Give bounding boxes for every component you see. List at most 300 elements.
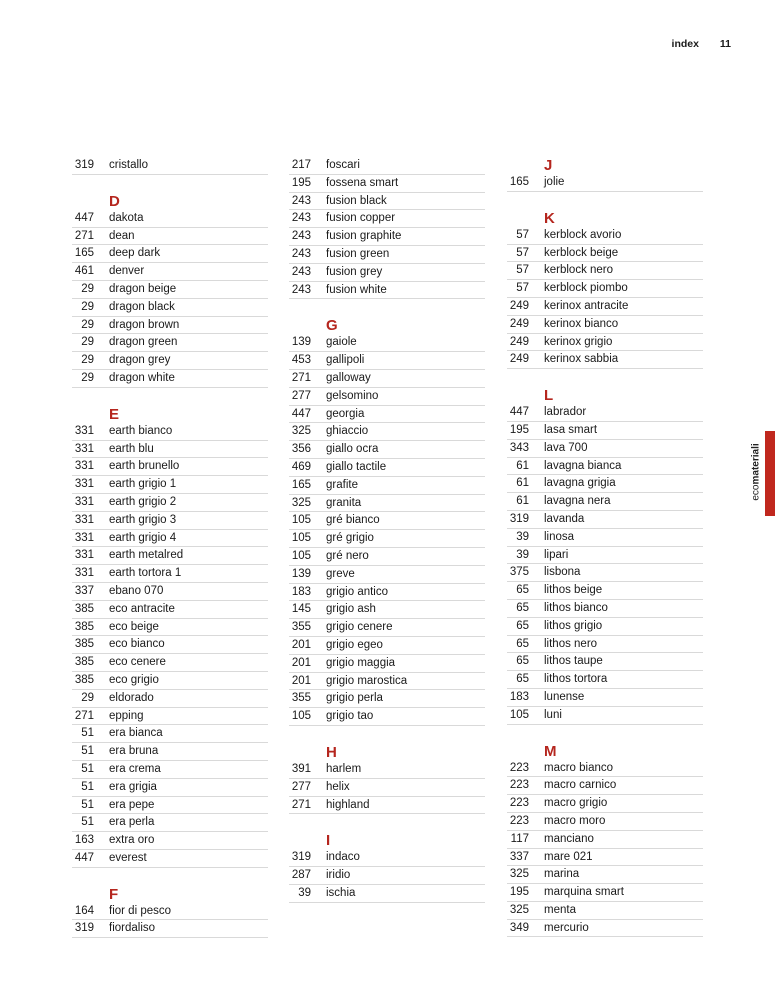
- index-entry: [72, 157, 268, 175]
- letter-heading: J: [544, 157, 553, 174]
- index-entry: [507, 316, 703, 334]
- page-ref: 105: [291, 710, 311, 723]
- material-name: grigio egeo: [326, 638, 383, 651]
- page-ref: 51: [81, 816, 94, 829]
- material-name: kerblock avorio: [544, 228, 622, 241]
- page-ref: 183: [291, 585, 311, 598]
- material-name: labrador: [544, 406, 587, 419]
- material-name: earth grigio 1: [109, 478, 177, 491]
- material-name: eco cenere: [109, 656, 166, 669]
- page-ref: 163: [74, 834, 94, 847]
- page-ref: 447: [509, 406, 529, 419]
- material-name: grigio maggia: [326, 656, 396, 669]
- index-entry: [289, 548, 485, 566]
- index-entry: [72, 352, 268, 370]
- page-ref: 65: [516, 673, 529, 686]
- material-name: lithos beige: [544, 584, 603, 597]
- material-name: fusion grey: [326, 265, 383, 278]
- index-entry: [507, 831, 703, 849]
- index-entry: [507, 866, 703, 884]
- material-name: mare 021: [544, 850, 593, 863]
- material-name: lasa smart: [544, 423, 598, 436]
- index-entry: [507, 174, 703, 192]
- index-entry: [72, 423, 268, 441]
- page-ref: 243: [291, 283, 311, 296]
- index-entry: [289, 512, 485, 530]
- material-name: grigio marostica: [326, 674, 408, 687]
- index-entry: [72, 850, 268, 868]
- material-name: linosa: [544, 530, 575, 543]
- material-name: helix: [326, 780, 350, 793]
- material-name: gré nero: [326, 549, 369, 562]
- page-ref: 105: [291, 532, 311, 545]
- material-name: dakota: [109, 211, 144, 224]
- material-name: harlem: [326, 762, 362, 775]
- index-entry: [72, 334, 268, 352]
- page-ref: 195: [509, 886, 529, 899]
- index-entry: [289, 459, 485, 477]
- index-entry: [507, 245, 703, 263]
- page-ref: 29: [81, 371, 94, 384]
- page-ref: 385: [74, 602, 94, 615]
- material-name: lavagna grigia: [544, 477, 616, 490]
- index-entry: [72, 601, 268, 619]
- index-entry: [507, 475, 703, 493]
- index-entry: [289, 797, 485, 815]
- material-name: jolie: [544, 176, 565, 188]
- side-tab-prefix: eco: [750, 484, 762, 501]
- index-entry: [289, 228, 485, 246]
- index-entry: [289, 264, 485, 282]
- index-entry: [72, 263, 268, 281]
- material-name: kerblock beige: [544, 246, 619, 259]
- material-name: ebano 070: [109, 584, 164, 597]
- index-entry: [289, 885, 485, 903]
- page-ref: 223: [509, 779, 529, 792]
- page-header: [672, 38, 731, 50]
- material-name: macro carnico: [544, 779, 617, 792]
- page-ref: 57: [516, 282, 529, 295]
- page-ref: 183: [509, 690, 529, 703]
- page-ref: 447: [74, 851, 94, 864]
- page-ref: 57: [516, 246, 529, 259]
- material-name: fusion graphite: [326, 230, 402, 243]
- index-entry: [289, 193, 485, 211]
- page-ref: 51: [81, 798, 94, 811]
- page-ref: 277: [291, 780, 311, 793]
- index-entry: [507, 227, 703, 245]
- index-entry: [72, 690, 268, 708]
- page-ref: 331: [74, 442, 94, 455]
- index-entry: [72, 530, 268, 548]
- index-entry: [72, 476, 268, 494]
- page-ref: 201: [291, 656, 311, 669]
- material-name: everest: [109, 851, 147, 864]
- material-name: macro moro: [544, 814, 606, 827]
- page-ref: 331: [74, 567, 94, 580]
- section-title: index: [671, 38, 699, 50]
- material-name: marina: [544, 868, 580, 881]
- material-name: earth grigio 3: [109, 513, 177, 526]
- index-entry: [72, 814, 268, 832]
- page-ref: 195: [509, 423, 529, 436]
- page-ref: 243: [291, 194, 311, 207]
- letter-heading: I: [326, 832, 331, 850]
- material-name: era grigia: [109, 780, 157, 793]
- page-ref: 331: [74, 513, 94, 526]
- index-entry: [507, 849, 703, 867]
- page-ref: 51: [81, 762, 94, 775]
- page-ref: 355: [291, 621, 311, 634]
- material-name: dragon beige: [109, 282, 177, 295]
- page-ref: 139: [291, 567, 311, 580]
- material-name: grigio ash: [326, 603, 376, 616]
- material-name: era bianca: [109, 727, 163, 740]
- page-ref: 453: [291, 354, 311, 367]
- page-ref: 61: [516, 495, 529, 508]
- page-ref: 39: [298, 886, 311, 899]
- index-entry: [507, 671, 703, 689]
- material-name: era pepe: [109, 798, 155, 811]
- index-entry: [507, 280, 703, 298]
- material-name: earth brunello: [109, 460, 180, 473]
- material-name: eco beige: [109, 620, 159, 633]
- material-name: highland: [326, 798, 370, 811]
- page-ref: 201: [291, 674, 311, 687]
- index-entry: [289, 441, 485, 459]
- index-entry: [289, 708, 485, 726]
- material-name: gré bianco: [326, 514, 380, 527]
- page-ref: 375: [509, 566, 529, 579]
- page-ref: 29: [81, 300, 94, 313]
- index-entry: [72, 761, 268, 779]
- page-ref: 331: [74, 495, 94, 508]
- material-name: lavagna nera: [544, 495, 611, 508]
- index-entry: [72, 743, 268, 761]
- page-ref: 461: [74, 265, 94, 278]
- letter-heading: M: [544, 742, 557, 760]
- index-entry: [507, 262, 703, 280]
- index-entry: [72, 228, 268, 246]
- material-name: mercurio: [544, 921, 589, 934]
- page-ref: 391: [291, 762, 311, 775]
- material-name: luni: [544, 708, 562, 721]
- index-entry: [289, 779, 485, 797]
- page-ref: 243: [291, 230, 311, 243]
- page-ref: 65: [516, 601, 529, 614]
- page-ref: 349: [509, 921, 529, 934]
- index-entry: [289, 673, 485, 691]
- index-entry: [72, 547, 268, 565]
- material-name: dragon grey: [109, 354, 171, 367]
- material-name: epping: [109, 709, 144, 722]
- material-name: cristallo: [109, 159, 148, 171]
- material-name: era crema: [109, 762, 161, 775]
- material-name: earth bianco: [109, 424, 173, 437]
- page-ref: 287: [291, 869, 311, 882]
- material-name: lavanda: [544, 512, 585, 525]
- index-entry: [289, 157, 485, 175]
- page-ref: 165: [74, 247, 94, 260]
- page-ref: 319: [74, 922, 94, 935]
- index-entry: [507, 582, 703, 600]
- index-entry: [72, 725, 268, 743]
- index-entry: [72, 779, 268, 797]
- material-name: era bruna: [109, 745, 159, 758]
- material-name: earth metalred: [109, 549, 184, 562]
- page-ref: 29: [81, 282, 94, 295]
- page-ref: 325: [291, 496, 311, 509]
- index-entry: [507, 458, 703, 476]
- page-ref: 223: [509, 814, 529, 827]
- index-entry: [507, 902, 703, 920]
- material-name: lithos tortora: [544, 673, 608, 686]
- index-entry: [507, 618, 703, 636]
- material-name: kerinox bianco: [544, 317, 619, 330]
- index-entry: [289, 406, 485, 424]
- index-entry: [507, 547, 703, 565]
- page-ref: 57: [516, 228, 529, 241]
- material-name: fusion black: [326, 194, 387, 207]
- index-entry: [72, 583, 268, 601]
- material-name: kerinox sabbia: [544, 353, 619, 366]
- material-name: fiordaliso: [109, 922, 156, 935]
- page-ref: 356: [291, 443, 311, 456]
- page-ref: 105: [291, 514, 311, 527]
- index-entry: [507, 884, 703, 902]
- page-ref: 139: [291, 336, 311, 349]
- material-name: granita: [326, 496, 362, 509]
- material-name: macro grigio: [544, 797, 608, 810]
- page-ref: 249: [509, 353, 529, 366]
- material-name: eco grigio: [109, 673, 159, 686]
- page-ref: 51: [81, 727, 94, 740]
- material-name: kerblock piombo: [544, 282, 628, 295]
- material-name: eco bianco: [109, 638, 165, 651]
- page-ref: 343: [509, 441, 529, 454]
- index-column-1: [72, 157, 268, 938]
- page-ref: 65: [516, 584, 529, 597]
- index-entry: [507, 351, 703, 369]
- material-name: grafite: [326, 478, 358, 491]
- index-entry: [289, 370, 485, 388]
- page-ref: 29: [81, 318, 94, 331]
- side-tab: [765, 431, 775, 516]
- material-name: fossena smart: [326, 176, 399, 189]
- index-entry: [289, 388, 485, 406]
- letter-heading: G: [326, 317, 338, 335]
- index-entry: [72, 494, 268, 512]
- page-ref: 223: [509, 761, 529, 774]
- index-entry: [289, 584, 485, 602]
- material-name: eco antracite: [109, 602, 175, 615]
- material-name: manciano: [544, 832, 594, 845]
- index-entry: [72, 832, 268, 850]
- page-ref: 117: [510, 832, 529, 845]
- material-name: eldorado: [109, 691, 154, 704]
- material-name: ghiaccio: [326, 425, 369, 438]
- page-ref: 65: [516, 655, 529, 668]
- material-name: lavagna bianca: [544, 459, 622, 472]
- index-entry: [289, 352, 485, 370]
- page-ref: 337: [74, 584, 94, 597]
- index-entry: [72, 636, 268, 654]
- index-entry: [72, 619, 268, 637]
- material-name: fior di pesco: [109, 904, 172, 917]
- page-ref: 39: [516, 548, 529, 561]
- page-number: 11: [719, 38, 731, 50]
- material-name: dragon green: [109, 336, 178, 349]
- page-ref: 331: [74, 460, 94, 473]
- material-name: lithos bianco: [544, 601, 608, 614]
- index-entry: [72, 512, 268, 530]
- index-entry: [507, 334, 703, 352]
- material-name: galloway: [326, 371, 371, 384]
- index-entry: [289, 601, 485, 619]
- material-name: earth grigio 4: [109, 531, 177, 544]
- material-name: gallipoli: [326, 354, 365, 367]
- index-entry: [507, 298, 703, 316]
- material-name: lunense: [544, 690, 585, 703]
- page-ref: 319: [74, 159, 94, 171]
- index-entry: [507, 600, 703, 618]
- index-entry: [289, 849, 485, 867]
- page-ref: 385: [74, 638, 94, 651]
- page-ref: 385: [74, 673, 94, 686]
- page-ref: 271: [291, 798, 311, 811]
- index-entry: [507, 529, 703, 547]
- index-entry: [72, 458, 268, 476]
- page-ref: 145: [291, 603, 311, 616]
- index-entry: [507, 920, 703, 938]
- material-name: dragon black: [109, 300, 175, 313]
- material-name: macro bianco: [544, 761, 614, 774]
- material-name: menta: [544, 903, 576, 916]
- page-ref: 217: [291, 159, 311, 171]
- material-name: kerblock nero: [544, 264, 614, 277]
- page-ref: 249: [509, 317, 529, 330]
- index-entry: [289, 761, 485, 779]
- page-ref: 61: [516, 459, 529, 472]
- material-name: greve: [326, 567, 355, 580]
- index-entry: [507, 404, 703, 422]
- page-ref: 249: [509, 299, 529, 312]
- material-name: fusion copper: [326, 212, 396, 225]
- page-ref: 51: [81, 745, 94, 758]
- index-entry: [289, 423, 485, 441]
- page-ref: 39: [516, 530, 529, 543]
- material-name: deep dark: [109, 247, 161, 260]
- page-ref: 243: [291, 212, 311, 225]
- index-entry: [72, 708, 268, 726]
- index-entry: [507, 422, 703, 440]
- index-entry: [507, 795, 703, 813]
- index-entry: [289, 246, 485, 264]
- page-ref: 325: [509, 903, 529, 916]
- material-name: earth blu: [109, 442, 154, 455]
- page-ref: 277: [291, 389, 311, 402]
- letter-heading: E: [109, 405, 120, 423]
- index-entry: [507, 564, 703, 582]
- index-entry: [289, 619, 485, 637]
- page-ref: 385: [74, 620, 94, 633]
- page-ref: 164: [74, 904, 94, 917]
- material-name: giallo ocra: [326, 443, 379, 456]
- material-name: ischia: [326, 886, 356, 899]
- material-name: kerinox antracite: [544, 299, 629, 312]
- page-ref: 271: [74, 229, 94, 242]
- page-ref: 319: [509, 512, 529, 525]
- material-name: foscari: [326, 159, 360, 171]
- page-ref: 331: [74, 549, 94, 562]
- page-ref: 65: [516, 637, 529, 650]
- index-entry: [72, 370, 268, 388]
- page-ref: 165: [509, 176, 529, 188]
- material-name: lithos nero: [544, 637, 598, 650]
- material-name: marquina smart: [544, 886, 624, 899]
- index-entry: [72, 797, 268, 815]
- page-ref: 249: [509, 335, 529, 348]
- index-entry: [507, 511, 703, 529]
- index-entry: [289, 867, 485, 885]
- side-tab-label: [751, 443, 762, 500]
- index-entry: [72, 210, 268, 228]
- letter-heading: F: [109, 885, 119, 903]
- material-name: georgia: [326, 407, 365, 420]
- index-entry: [507, 707, 703, 725]
- page-ref: 105: [291, 549, 311, 562]
- page-ref: 195: [291, 176, 311, 189]
- material-name: extra oro: [109, 834, 155, 847]
- index-entry: [289, 175, 485, 193]
- page-ref: 355: [291, 692, 311, 705]
- material-name: gré grigio: [326, 532, 374, 545]
- material-name: iridio: [326, 869, 351, 882]
- page-ref: 331: [74, 424, 94, 437]
- material-name: lisbona: [544, 566, 581, 579]
- page-ref: 469: [291, 460, 311, 473]
- material-name: denver: [109, 265, 145, 278]
- material-name: grigio antico: [326, 585, 389, 598]
- material-name: grigio cenere: [326, 621, 393, 634]
- material-name: earth grigio 2: [109, 495, 177, 508]
- page-ref: 61: [516, 477, 529, 490]
- index-entry: [507, 777, 703, 795]
- index-entry: [72, 565, 268, 583]
- index-entry: [72, 281, 268, 299]
- material-name: gelsomino: [326, 389, 379, 402]
- index-entry: [289, 530, 485, 548]
- index-entry: [289, 210, 485, 228]
- page-ref: 165: [291, 478, 311, 491]
- material-name: lithos grigio: [544, 619, 603, 632]
- material-name: dean: [109, 229, 135, 242]
- page-ref: 29: [81, 354, 94, 367]
- material-name: kerinox grigio: [544, 335, 613, 348]
- index-entry: [289, 566, 485, 584]
- index-entry: [289, 690, 485, 708]
- page-ref: 65: [516, 619, 529, 632]
- index-entry: [289, 637, 485, 655]
- letter-heading: D: [109, 192, 120, 210]
- page-ref: 325: [291, 425, 311, 438]
- page-ref: 331: [74, 478, 94, 491]
- material-name: earth tortora 1: [109, 567, 182, 580]
- letter-heading: H: [326, 743, 337, 761]
- material-name: giallo tactile: [326, 460, 387, 473]
- index-entry: [72, 299, 268, 317]
- index-entry: [507, 636, 703, 654]
